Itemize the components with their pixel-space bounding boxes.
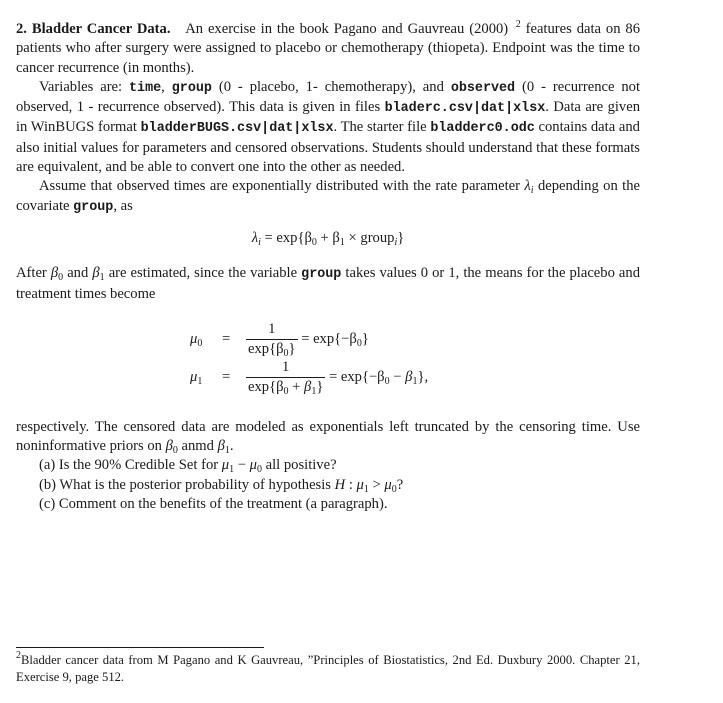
eq-close: }	[397, 229, 405, 246]
observed-desc: (0 - recurrence not observed, 1 - recurrence observed). This data is given in files	[16, 78, 641, 116]
after-file1: . Data are given in WinBUGS format	[16, 99, 640, 136]
resp-text: respectively. The censored data are modeled as exponentials left truncated by the censoring time. Use noninformative priors on	[16, 418, 640, 455]
mu0-rhs: = exp{−β	[301, 331, 357, 347]
question-a-text2: all positive?	[265, 457, 337, 474]
after-text3: takes values 0 or 1, the means for the placebo and treatment times become	[16, 265, 641, 302]
lambda-index: i	[530, 185, 534, 197]
document-page	[16, 20, 640, 514]
mu0-eq: =	[222, 330, 231, 347]
footnote	[16, 652, 640, 686]
question-list	[16, 456, 640, 514]
respectively-paragraph: respectively. The censored data are modeled as exponentials left truncated by the censoring time. Use noninformative priors on $\beta_0$ anmd $\beta_1$.	[16, 418, 640, 457]
mu0-fraction: $\frac{1}{\exp\{\beta_0\}}$	[248, 320, 296, 360]
rate-equation: $\lambda_i = \exp\{\beta_0 + \beta_1$ × group$_i$}	[251, 229, 405, 248]
assume-paragraph	[16, 177, 640, 217]
problem-title: Bladder Cancer Data.	[31, 21, 171, 37]
mu1-symbol: μ	[190, 368, 198, 385]
mu1-den: exp{β	[248, 379, 284, 396]
variables-label: Variables are:	[39, 78, 123, 95]
assume-group: group	[73, 199, 114, 215]
after-text1: After	[16, 265, 47, 282]
mu0-num: 1	[268, 320, 276, 337]
question-a: (a) Is the 90% Credible Set for $\mu_1 - \mu_0$ all positive?	[39, 457, 337, 476]
question-a-text1: (a) Is the 90% Credible Set for	[39, 457, 219, 474]
var-observed: observed	[450, 80, 516, 96]
after-paragraph: After $\beta_0$ and $\beta_1$ are estimated, since the variable group takes values 0 or 1, the means for the placebo and treatment times become	[16, 265, 641, 302]
after-and: and	[67, 265, 89, 282]
intro-text-1: An exercise in the book Pagano and Gauvreau (2000)	[185, 21, 509, 37]
eq-plus: + β	[320, 229, 340, 246]
means-equations: $\mu_0$ = $\frac{1}{\exp\{\beta_0\}}$ = $\exp\{-\beta_0\}$ $\mu_1$ = $\frac{1}{\exp\{\beta_0 + \beta_1\}}$ = $\exp\{-\beta_0 - \beta_1\}$,	[190, 320, 429, 398]
group-desc: (0 - placebo, 1- chemotherapy), and	[218, 78, 444, 95]
variables-rest: contains data and also initial values for parameters and censored observations. Students should understand that these formats are equivalent, and be able to convert one into the other as needed.	[16, 119, 640, 176]
question-b-text: (b) What is the posterior probability of hypothesis	[39, 476, 331, 493]
after-group: group	[301, 267, 342, 283]
file-bladderc0: bladderc0.odc	[430, 121, 535, 137]
resp-anmd: anmd	[181, 438, 214, 455]
lambda-symbol: λ	[524, 178, 531, 195]
var-time: time	[129, 80, 162, 96]
mu0-symbol: μ	[190, 330, 198, 347]
after-beta0: β	[50, 265, 59, 282]
variables-paragraph: Variables are: time, group (0 - placebo, 1- chemotherapy), and observed (0 - recurrence not observed, 1 - recurrence observed). This data is given in files bladerc.csv|dat|xlsx. Data are given in WinBUGS format bladderBUGS.csv|dat|xlsx. The starter file bladderc0.odc contains data and also initial values for parameters and censored observations. Students should understand that these formats are equivalent, and be able to convert one into the other as needed.	[16, 78, 641, 176]
eq-times: × group	[348, 229, 395, 246]
after-file2: . The starter file	[333, 119, 427, 136]
intro-text-2: features data on 86 patients who after surgery were assigned to placebo or chemotherapy (thiopeta). Endpoint was the time to cancer recurrence (in months).	[16, 21, 641, 76]
mu1-num: 1	[282, 358, 290, 375]
var-group: group	[171, 80, 212, 96]
problem-intro	[16, 20, 640, 78]
after-text2: are estimated, since the variable	[108, 265, 298, 282]
assume-text: Assume that observed times are exponentially distributed with the rate parameter	[39, 178, 520, 195]
footnote-mark: 2	[16, 650, 21, 661]
file-bladderbugs: bladderBUGS.csv|dat|xlsx	[140, 121, 334, 137]
assume-text3: , as	[113, 197, 133, 214]
footnote-text: Bladder cancer data from M Pagano and K Gauvreau, ”Principles of Biostatistics, 2nd Ed. Duxbury 2000. Chapter 21, Exercise 9, page 512.	[16, 653, 640, 684]
problem-number: 2.	[16, 21, 27, 37]
footnote-marker: 2	[515, 19, 521, 30]
assume-text2: depending on the covariate	[16, 178, 640, 214]
mu1-fraction: $\frac{1}{\exp\{\beta_0 + \beta_1\}}$	[248, 358, 324, 398]
question-b: (b) What is the posterior probability of hypothesis H : $\mu_1 > \mu_0$?	[39, 476, 404, 495]
mu1-eq: =	[222, 368, 231, 385]
file-bladerc: bladerc.csv|dat|xlsx	[384, 101, 546, 117]
eq-rhs: = exp{β	[264, 229, 312, 246]
footnote-rule	[16, 647, 264, 648]
eq-lambda: λ	[251, 229, 259, 246]
question-c	[39, 495, 640, 514]
question-c-text: (c) Comment on the benefits of the treatment (a paragraph).	[39, 496, 388, 513]
mu1-rhs: = exp{−β	[329, 369, 385, 385]
mu0-den: exp{β	[248, 341, 284, 358]
